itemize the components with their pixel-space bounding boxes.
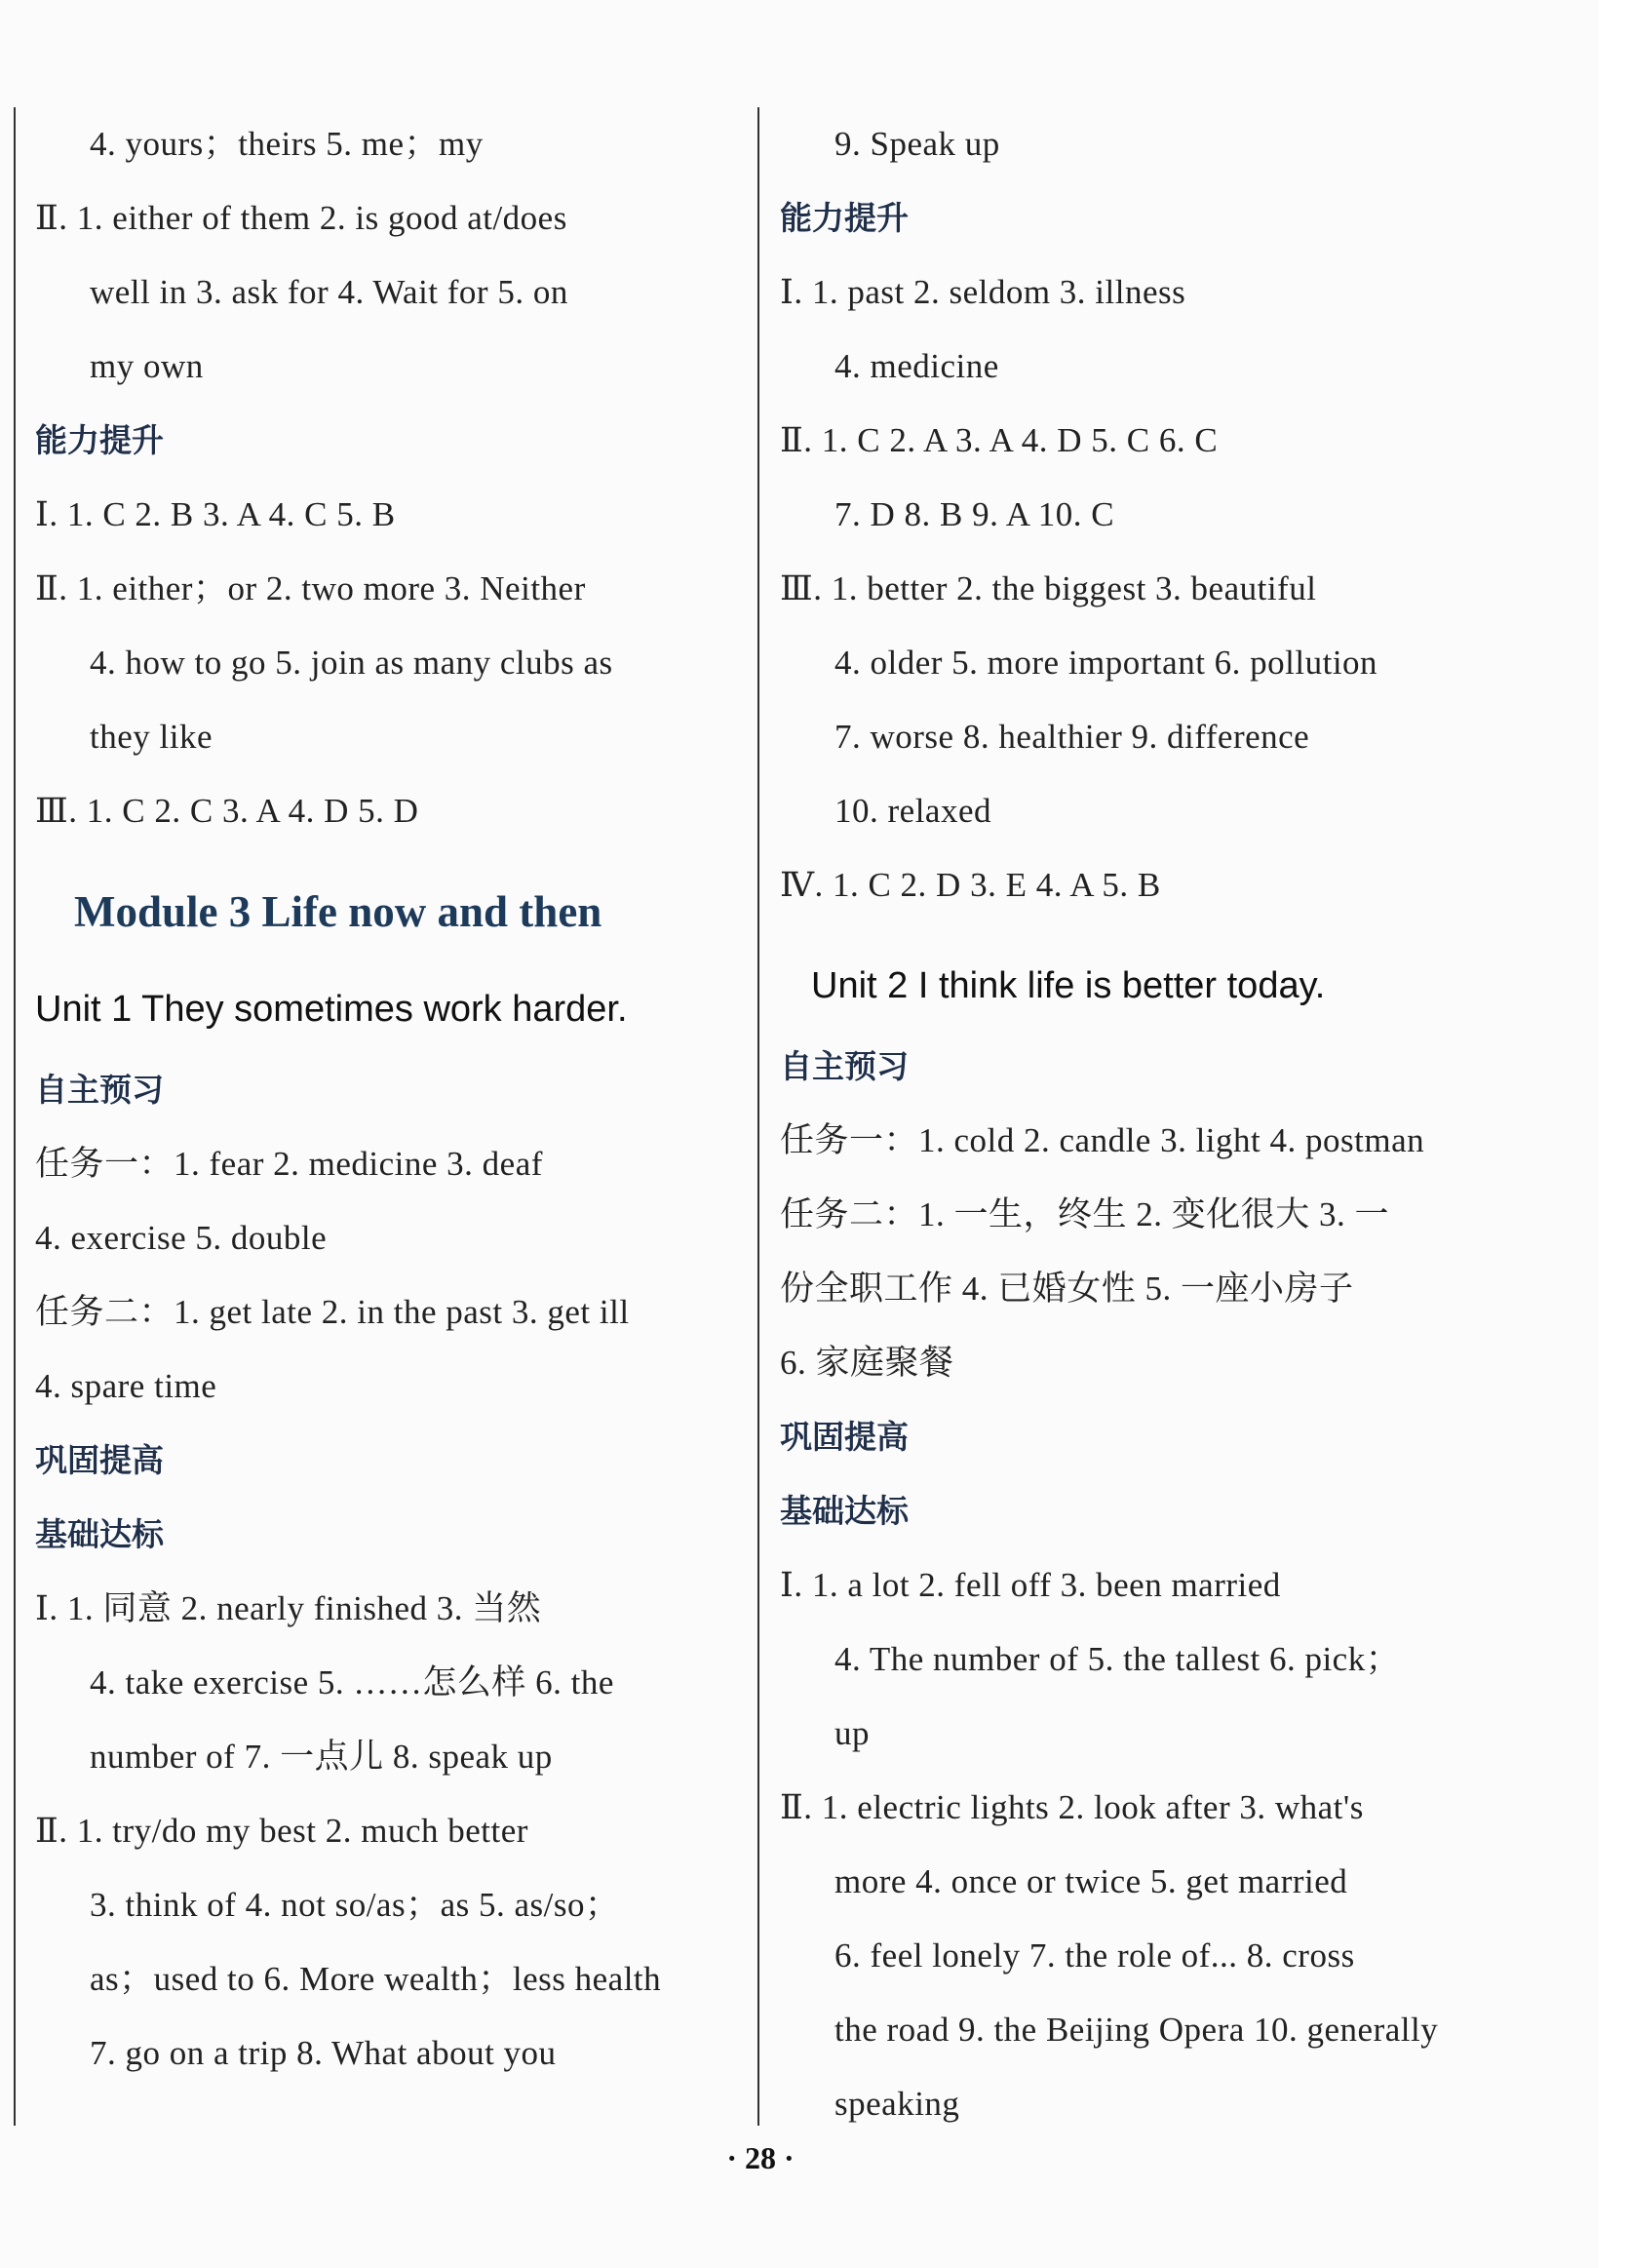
answer-line: 7. go on a trip 8. What about you bbox=[90, 2034, 557, 2072]
answer-line: 9. Speak up bbox=[834, 125, 1000, 163]
answer-line: Ⅱ. 1. try/do my best 2. much better bbox=[35, 1812, 528, 1850]
unit-title: Unit 1 They sometimes work harder. bbox=[35, 989, 628, 1030]
answer-line: Ⅱ. 1. either；or 2. two more 3. Neither bbox=[35, 569, 586, 607]
answer-line: 4. how to go 5. join as many clubs as bbox=[90, 644, 613, 682]
answer-line: 6. 家庭聚餐 bbox=[780, 1344, 954, 1382]
section-heading: 能力提升 bbox=[780, 199, 909, 237]
answer-line: Ⅰ. 1. a lot 2. fell off 3. been married bbox=[780, 1566, 1281, 1604]
answer-line: 7. D 8. B 9. A 10. C bbox=[834, 495, 1115, 533]
answer-line: 4. spare time bbox=[35, 1367, 217, 1405]
subsection-heading: 基础达标 bbox=[780, 1492, 909, 1530]
left-column bbox=[35, 107, 756, 2091]
answer-line: 任务一：1. fear 2. medicine 3. deaf bbox=[35, 1145, 543, 1183]
unit-title: Unit 2 I think life is better today. bbox=[811, 965, 1326, 1006]
page-number: · 28 · bbox=[726, 2140, 795, 2175]
answer-line: Ⅱ. 1. electric lights 2. look after 3. what's bbox=[780, 1788, 1364, 1826]
section-heading: 自主预习 bbox=[35, 1071, 164, 1109]
answer-line: 4. yours；theirs 5. me；my bbox=[90, 125, 484, 163]
answer-line: well in 3. ask for 4. Wait for 5. on bbox=[90, 273, 568, 311]
section-heading: 巩固提高 bbox=[780, 1418, 909, 1456]
answer-line: Ⅰ. 1. 同意 2. nearly finished 3. 当然 bbox=[35, 1589, 542, 1627]
answer-line: 4. medicine bbox=[834, 347, 999, 385]
answer-line: my own bbox=[90, 347, 204, 385]
answer-line: Ⅰ. 1. past 2. seldom 3. illness bbox=[780, 273, 1186, 311]
answer-line: more 4. once or twice 5. get married bbox=[834, 1862, 1348, 1900]
section-heading: 自主预习 bbox=[780, 1047, 909, 1085]
answer-line: 10. relaxed bbox=[834, 792, 991, 830]
right-column bbox=[780, 107, 1501, 2141]
answer-line: 任务二：1. get late 2. in the past 3. get ill bbox=[35, 1293, 630, 1331]
section-heading: 巩固提高 bbox=[35, 1441, 164, 1479]
answer-line: Ⅲ. 1. better 2. the biggest 3. beautiful bbox=[780, 569, 1317, 607]
answer-line: 份全职工作 4. 已婚女性 5. 一座小房子 bbox=[780, 1270, 1354, 1308]
answer-line: Ⅱ. 1. C 2. A 3. A 4. D 5. C 6. C bbox=[780, 421, 1219, 459]
answer-line: 4. older 5. more important 6. pollution bbox=[834, 644, 1378, 682]
subsection-heading: 基础达标 bbox=[35, 1515, 164, 1553]
answer-line: 3. think of 4. not so/as；as 5. as/so； bbox=[90, 1886, 620, 1924]
answer-line: 7. worse 8. healthier 9. difference bbox=[834, 718, 1310, 756]
answer-line: 4. The number of 5. the tallest 6. pick； bbox=[834, 1640, 1401, 1678]
answer-line: they like bbox=[90, 718, 213, 756]
answer-line: speaking bbox=[834, 2085, 960, 2123]
answer-line: 4. exercise 5. double bbox=[35, 1219, 328, 1257]
answer-line: up bbox=[834, 1714, 870, 1752]
answer-line: the road 9. the Beijing Opera 10. generally bbox=[834, 2011, 1439, 2049]
answer-line: 6. feel lonely 7. the role of... 8. cross bbox=[834, 1936, 1355, 1975]
answer-line: Ⅲ. 1. C 2. C 3. A 4. D 5. D bbox=[35, 792, 419, 830]
left-margin-rule bbox=[14, 107, 16, 2126]
column-divider bbox=[757, 107, 759, 2126]
section-heading: 能力提升 bbox=[35, 421, 164, 459]
answer-line: 任务一：1. cold 2. candle 3. light 4. postman bbox=[780, 1121, 1425, 1159]
answer-line: 任务二：1. 一生，终生 2. 变化很大 3. 一 bbox=[780, 1195, 1390, 1233]
answer-line: number of 7. 一点儿 8. speak up bbox=[90, 1738, 553, 1776]
answer-line: 4. take exercise 5. ……怎么样 6. the bbox=[90, 1663, 614, 1701]
answer-line: Ⅳ. 1. C 2. D 3. E 4. A 5. B bbox=[780, 866, 1161, 904]
answer-line: Ⅰ. 1. C 2. B 3. A 4. C 5. B bbox=[35, 495, 396, 533]
answer-line: Ⅱ. 1. either of them 2. is good at/does bbox=[35, 199, 567, 237]
answer-line: as；used to 6. More wealth；less health bbox=[90, 1960, 662, 1998]
module-title: Module 3 Life now and then bbox=[74, 887, 602, 936]
